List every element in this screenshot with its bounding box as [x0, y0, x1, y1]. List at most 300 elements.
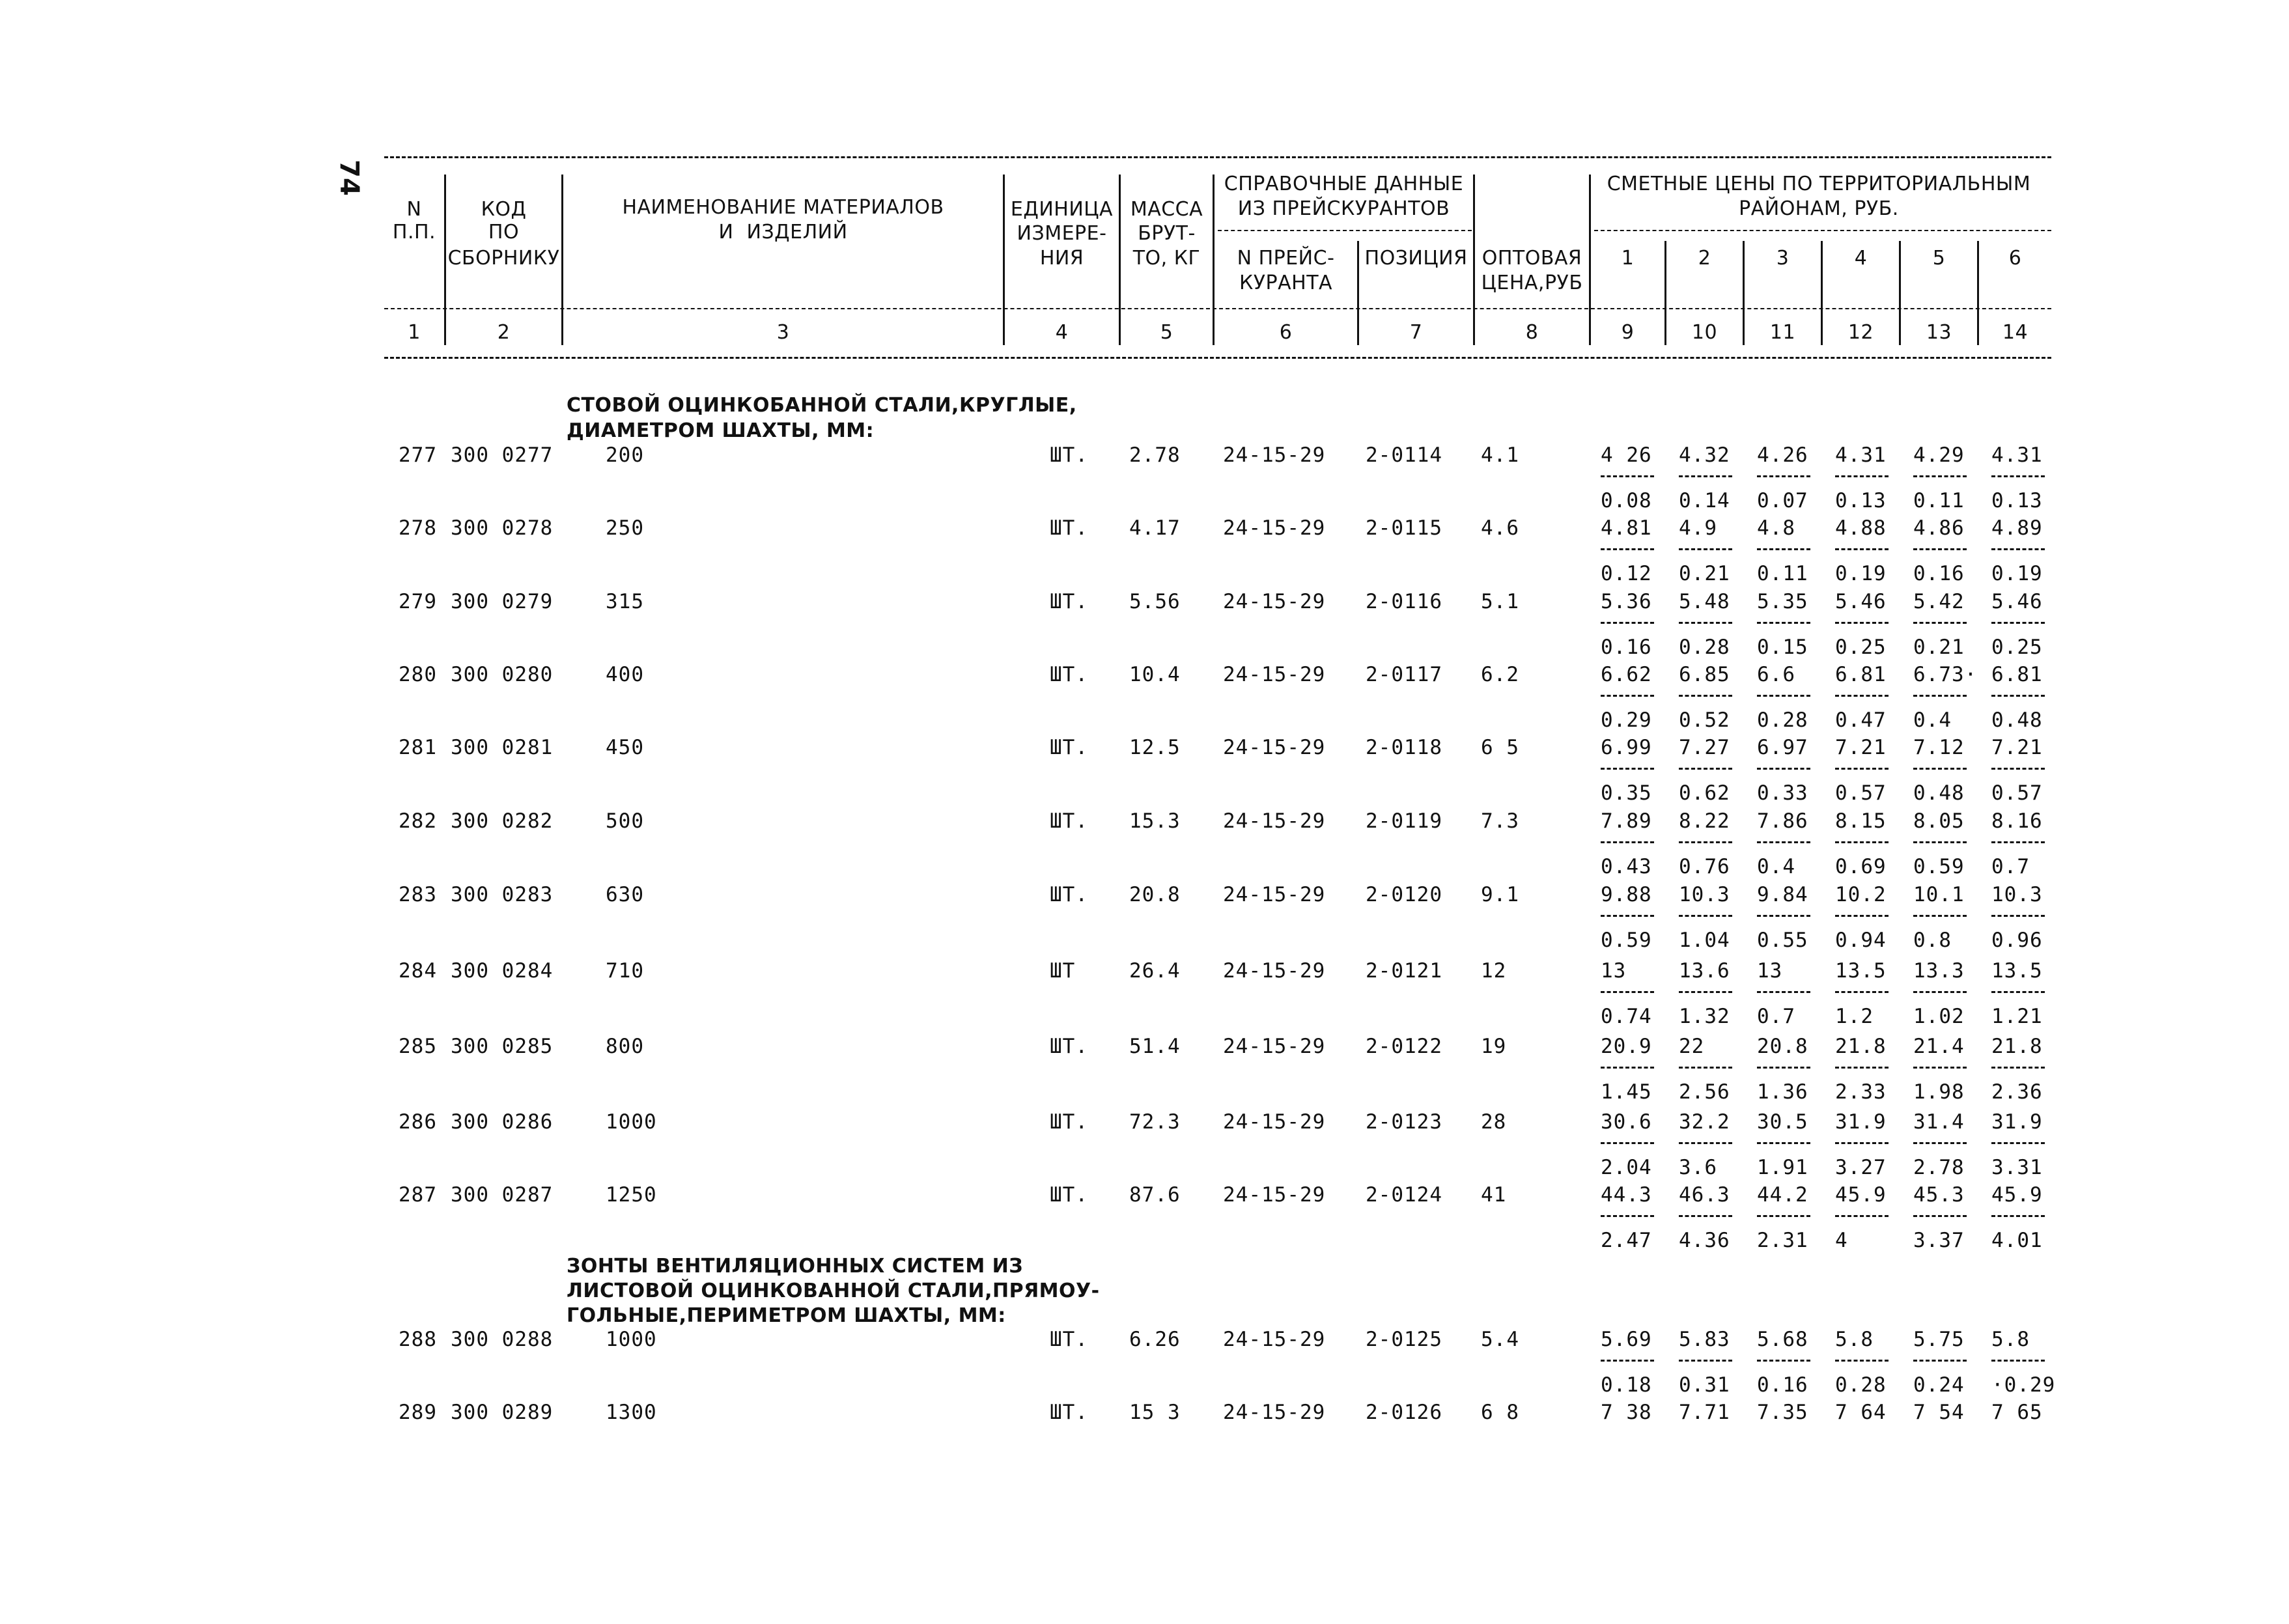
row-mass: 87.6: [1129, 1183, 1181, 1207]
col-number: 11: [1769, 321, 1796, 344]
row-region-subvalue: 3.37: [1913, 1229, 1965, 1252]
row-code: 300 0288: [451, 1328, 554, 1351]
row-region-price: 6.99: [1601, 736, 1652, 759]
row-unit: ШТ.: [1050, 736, 1088, 759]
row-region-subvalue: 0.43: [1601, 855, 1652, 878]
row-unit: ШТ.: [1050, 1328, 1088, 1351]
price-divider: [1835, 841, 1889, 843]
price-divider: [1913, 915, 1967, 917]
price-divider: [1601, 991, 1654, 993]
price-divider: [1679, 1360, 1732, 1362]
row-region-price: 5.83: [1679, 1328, 1730, 1351]
header-col2-line1: КОД: [481, 198, 527, 221]
row-region-price: 5.36: [1601, 590, 1652, 613]
price-divider: [1679, 768, 1732, 770]
row-region-price: 30.6: [1601, 1110, 1652, 1134]
price-divider: [1835, 695, 1889, 697]
row-region-subvalue: 0.76: [1679, 855, 1730, 878]
header-top-rule: [384, 156, 2051, 158]
row-number: 278: [399, 516, 437, 540]
row-region-subvalue: 3.27: [1835, 1156, 1887, 1179]
row-region-subvalue: 2.78: [1913, 1156, 1965, 1179]
row-name: 450: [606, 736, 644, 759]
row-position: 2-0122: [1366, 1035, 1442, 1058]
row-mass: 51.4: [1129, 1035, 1181, 1058]
row-position: 2-0116: [1366, 590, 1442, 613]
price-divider: [1991, 1360, 2045, 1362]
row-name: 800: [606, 1035, 644, 1058]
col-number: 12: [1847, 321, 1874, 344]
row-code: 300 0278: [451, 516, 554, 540]
row-unit: ШТ.: [1050, 663, 1088, 686]
price-divider: [1913, 695, 1967, 697]
header-col5-line1: МАССА: [1130, 198, 1203, 221]
row-code: 300 0277: [451, 443, 554, 467]
row-region-price: 21.8: [1835, 1035, 1887, 1058]
row-wholesale-price: 19: [1481, 1035, 1507, 1058]
header-col8-line1: ОПТОВАЯ: [1482, 247, 1582, 270]
row-region-price: 8.22: [1679, 809, 1730, 833]
price-divider: [1913, 1360, 1967, 1362]
row-region-subvalue: 0.48: [1913, 781, 1965, 805]
price-divider: [1835, 991, 1889, 993]
price-divider: [1835, 768, 1889, 770]
row-region-price: 13.3: [1913, 959, 1965, 983]
price-divider: [1913, 1142, 1967, 1144]
row-region-subvalue: 0.08: [1601, 489, 1652, 512]
price-divider: [1757, 841, 1810, 843]
row-number: 283: [399, 883, 437, 906]
row-region-subvalue: 2.56: [1679, 1080, 1730, 1104]
row-number: 284: [399, 959, 437, 983]
row-unit: ШТ.: [1050, 883, 1088, 906]
row-position: 2-0118: [1366, 736, 1442, 759]
row-position: 2-0119: [1366, 809, 1442, 833]
row-region-subvalue: 1.98: [1913, 1080, 1965, 1104]
row-number: 287: [399, 1183, 437, 1207]
row-region-price: 4.31: [1991, 443, 2043, 467]
row-region-subvalue: ·0.29: [1991, 1373, 2056, 1397]
row-region-subvalue: 0.47: [1835, 708, 1887, 732]
price-divider: [1991, 622, 2045, 624]
row-price-list: 24-15-29: [1223, 883, 1326, 906]
row-region-subvalue: 0.57: [1835, 781, 1887, 805]
row-region-price: 46.3: [1679, 1183, 1730, 1207]
row-region-price: 7.35: [1757, 1401, 1808, 1424]
price-divider: [1679, 841, 1732, 843]
row-region-price: 4.9: [1679, 516, 1717, 540]
row-region-subvalue: 0.21: [1913, 636, 1965, 659]
row-region-price: 4.29: [1913, 443, 1965, 467]
price-divider: [1679, 991, 1732, 993]
row-region-price: 6.81: [1991, 663, 2043, 686]
header-region-2: 2: [1698, 247, 1711, 270]
price-divider: [1835, 622, 1889, 624]
row-region-price: 9.88: [1601, 883, 1652, 906]
row-region-price: 5.46: [1991, 590, 2043, 613]
price-divider: [1679, 915, 1732, 917]
price-divider: [1913, 622, 1967, 624]
row-position: 2-0117: [1366, 663, 1442, 686]
row-region-price: 13.6: [1679, 959, 1730, 983]
row-number: 285: [399, 1035, 437, 1058]
row-region-subvalue: 1.2: [1835, 1005, 1874, 1028]
row-position: 2-0123: [1366, 1110, 1442, 1134]
row-price-list: 24-15-29: [1223, 1110, 1326, 1134]
row-region-price: 4.81: [1601, 516, 1652, 540]
row-name: 1000: [606, 1328, 657, 1351]
row-price-list: 24-15-29: [1223, 1401, 1326, 1424]
row-region-price: 20.8: [1757, 1035, 1808, 1058]
price-divider: [1601, 475, 1654, 477]
row-region-subvalue: 0.4: [1913, 708, 1952, 732]
row-unit: ШТ: [1050, 959, 1076, 983]
row-region-subvalue: 0.07: [1757, 489, 1808, 512]
row-region-subvalue: 3.31: [1991, 1156, 2043, 1179]
row-region-subvalue: 0.57: [1991, 781, 2043, 805]
row-region-subvalue: 2.36: [1991, 1080, 2043, 1104]
row-region-price: 9.84: [1757, 883, 1808, 906]
row-region-subvalue: 2.33: [1835, 1080, 1887, 1104]
row-number: 282: [399, 809, 437, 833]
price-divider: [1913, 1215, 1967, 1217]
price-divider: [1913, 991, 1967, 993]
row-price-list: 24-15-29: [1223, 1035, 1326, 1058]
price-divider: [1835, 475, 1889, 477]
row-region-price: 31.9: [1835, 1110, 1887, 1134]
row-wholesale-price: 12: [1481, 959, 1507, 983]
row-number: 281: [399, 736, 437, 759]
row-region-price: 13.5: [1835, 959, 1887, 983]
row-region-price: 4.31: [1835, 443, 1887, 467]
row-code: 300 0282: [451, 809, 554, 833]
row-region-subvalue: 0.35: [1601, 781, 1652, 805]
section-title-line: СТОВОЙ ОЦИНКОБАННОЙ СТАЛИ,КРУГЛЫЕ,: [567, 394, 1077, 417]
row-name: 630: [606, 883, 644, 906]
row-unit: ШТ.: [1050, 443, 1088, 467]
row-region-price: 13.5: [1991, 959, 2043, 983]
row-region-subvalue: 1.04: [1679, 929, 1730, 952]
price-divider: [1835, 548, 1889, 550]
row-wholesale-price: 7.3: [1481, 809, 1519, 833]
row-region-price: 7 54: [1913, 1401, 1965, 1424]
price-divider: [1835, 915, 1889, 917]
header-col6-line2: КУРАНТА: [1239, 272, 1333, 294]
row-position: 2-0125: [1366, 1328, 1442, 1351]
row-region-subvalue: 0.48: [1991, 708, 2043, 732]
row-region-price: 4.89: [1991, 516, 2043, 540]
row-region-price: 21.8: [1991, 1035, 2043, 1058]
price-divider: [1991, 841, 2045, 843]
row-number: 289: [399, 1401, 437, 1424]
row-mass: 72.3: [1129, 1110, 1181, 1134]
row-region-subvalue: 0.16: [1913, 562, 1965, 585]
row-code: 300 0286: [451, 1110, 554, 1134]
row-code: 300 0281: [451, 736, 554, 759]
price-divider: [1757, 1067, 1810, 1069]
row-code: 300 0287: [451, 1183, 554, 1207]
row-region-price: 10.3: [1991, 883, 2043, 906]
row-region-price: 8.15: [1835, 809, 1887, 833]
price-divider: [1601, 622, 1654, 624]
row-code: 300 0283: [451, 883, 554, 906]
row-mass: 4.17: [1129, 516, 1181, 540]
row-region-subvalue: 0.94: [1835, 929, 1887, 952]
price-divider: [1991, 991, 2045, 993]
price-divider: [1913, 1067, 1967, 1069]
row-region-subvalue: 1.32: [1679, 1005, 1730, 1028]
row-name: 1000: [606, 1110, 657, 1134]
row-region-price: 7.89: [1601, 809, 1652, 833]
row-region-price: 6.73·: [1913, 663, 1978, 686]
row-region-price: 6.6: [1757, 663, 1795, 686]
row-region-subvalue: 0.4: [1757, 855, 1795, 878]
row-region-price: 7 65: [1991, 1401, 2043, 1424]
row-region-subvalue: 0.28: [1757, 708, 1808, 732]
row-region-price: 5.35: [1757, 590, 1808, 613]
row-code: 300 0284: [451, 959, 554, 983]
row-region-price: 7.21: [1835, 736, 1887, 759]
row-region-price: 5.75: [1913, 1328, 1965, 1351]
col-number: 5: [1160, 321, 1173, 344]
row-region-price: 22: [1679, 1035, 1705, 1058]
row-region-price: 7 64: [1835, 1401, 1887, 1424]
row-region-subvalue: 0.55: [1757, 929, 1808, 952]
row-wholesale-price: 4.6: [1481, 516, 1519, 540]
row-mass: 5.56: [1129, 590, 1181, 613]
row-name: 400: [606, 663, 644, 686]
price-divider: [1757, 695, 1810, 697]
price-divider: [1601, 548, 1654, 550]
row-region-subvalue: 0.19: [1991, 562, 2043, 585]
row-region-price: 6.85: [1679, 663, 1730, 686]
price-divider: [1679, 548, 1732, 550]
row-region-subvalue: 1.02: [1913, 1005, 1965, 1028]
row-region-price: 6.62: [1601, 663, 1652, 686]
section-title-line: ДИАМЕТРОМ ШАХТЫ, ММ:: [567, 419, 875, 442]
price-divider: [1991, 768, 2045, 770]
row-region-price: 7.27: [1679, 736, 1730, 759]
price-divider: [1757, 915, 1810, 917]
price-divider: [1679, 1215, 1732, 1217]
row-region-price: 7 38: [1601, 1401, 1652, 1424]
row-region-subvalue: 0.29: [1601, 708, 1652, 732]
row-code: 300 0279: [451, 590, 554, 613]
header-col5-line2: БРУТ-: [1138, 222, 1196, 245]
price-divider: [1601, 768, 1654, 770]
row-region-price: 31.9: [1991, 1110, 2043, 1134]
row-region-price: 4 26: [1601, 443, 1652, 467]
row-number: 286: [399, 1110, 437, 1134]
row-mass: 20.8: [1129, 883, 1181, 906]
row-wholesale-price: 4.1: [1481, 443, 1519, 467]
row-mass: 15.3: [1129, 809, 1181, 833]
row-name: 500: [606, 809, 644, 833]
price-divider: [1757, 622, 1810, 624]
row-region-price: 13: [1601, 959, 1627, 983]
price-divider: [1601, 695, 1654, 697]
row-unit: ШТ.: [1050, 1035, 1088, 1058]
row-region-subvalue: 0.19: [1835, 562, 1887, 585]
price-divider: [1835, 1360, 1889, 1362]
col-number: 3: [776, 321, 790, 344]
row-name: 710: [606, 959, 644, 983]
row-region-subvalue: 0.28: [1679, 636, 1730, 659]
col-number: 4: [1055, 321, 1069, 344]
row-unit: ШТ.: [1050, 1110, 1088, 1134]
row-price-list: 24-15-29: [1223, 443, 1326, 467]
price-divider: [1835, 1215, 1889, 1217]
price-divider: [1835, 1067, 1889, 1069]
header-bottom-rule: [384, 357, 2051, 359]
price-divider: [1991, 1215, 2045, 1217]
row-region-subvalue: 0.25: [1991, 636, 2043, 659]
row-price-list: 24-15-29: [1223, 959, 1326, 983]
row-region-subvalue: 0.31: [1679, 1373, 1730, 1397]
header-region-5: 5: [1932, 247, 1946, 270]
row-unit: ШТ.: [1050, 809, 1088, 833]
row-region-price: 7.12: [1913, 736, 1965, 759]
header-col2-line2: ПО: [488, 221, 520, 244]
row-name: 315: [606, 590, 644, 613]
col-number: 7: [1409, 321, 1423, 344]
price-divider: [1991, 475, 2045, 477]
price-divider: [1757, 475, 1810, 477]
row-code: 300 0289: [451, 1401, 554, 1424]
row-region-price: 31.4: [1913, 1110, 1965, 1134]
price-divider: [1601, 1067, 1654, 1069]
price-divider: [1679, 1142, 1732, 1144]
row-region-subvalue: 0.12: [1601, 562, 1652, 585]
row-code: 300 0285: [451, 1035, 554, 1058]
row-number: 277: [399, 443, 437, 467]
row-wholesale-price: 9.1: [1481, 883, 1519, 906]
row-region-subvalue: 2.04: [1601, 1156, 1652, 1179]
row-region-price: 8.16: [1991, 809, 2043, 833]
row-position: 2-0126: [1366, 1401, 1442, 1424]
row-number: 279: [399, 590, 437, 613]
header-ref-group-line2: ИЗ ПРЕЙСКУРАНТОВ: [1237, 197, 1450, 220]
row-region-price: 10.2: [1835, 883, 1887, 906]
row-region-price: 8.05: [1913, 809, 1965, 833]
price-divider: [1601, 1142, 1654, 1144]
row-region-price: 4.8: [1757, 516, 1795, 540]
row-region-price: 44.3: [1601, 1183, 1652, 1207]
section-title-line: ГОЛЬНЫЕ,ПЕРИМЕТРОМ ШАХТЫ, ММ:: [567, 1304, 1006, 1327]
row-region-subvalue: 1.91: [1757, 1156, 1808, 1179]
row-unit: ШТ.: [1050, 590, 1088, 613]
row-region-subvalue: 0.24: [1913, 1373, 1965, 1397]
row-region-subvalue: 1.36: [1757, 1080, 1808, 1104]
row-region-subvalue: 0.21: [1679, 562, 1730, 585]
col-number: 10: [1691, 321, 1718, 344]
header-col4-line3: НИЯ: [1039, 247, 1084, 270]
row-wholesale-price: 5.1: [1481, 590, 1519, 613]
row-wholesale-price: 6.2: [1481, 663, 1519, 686]
row-price-list: 24-15-29: [1223, 590, 1326, 613]
row-region-subvalue: 0.7: [1757, 1005, 1795, 1028]
price-divider: [1991, 1067, 2045, 1069]
price-divider: [1991, 548, 2045, 550]
price-divider: [1835, 1142, 1889, 1144]
header-col4-line2: ИЗМЕРЕ-: [1017, 222, 1107, 245]
row-mass: 10.4: [1129, 663, 1181, 686]
header-col7-line1: ПОЗИЦИЯ: [1364, 247, 1468, 270]
price-divider: [1991, 915, 2045, 917]
row-wholesale-price: 6 8: [1481, 1401, 1519, 1424]
ref-group-rule: [1218, 230, 1472, 231]
price-divider: [1679, 1067, 1732, 1069]
header-col4-line1: ЕДИНИЦА: [1010, 198, 1114, 221]
price-divider: [1679, 622, 1732, 624]
header-col6-line1: N ПРЕЙС-: [1237, 247, 1335, 270]
row-region-subvalue: 0.25: [1835, 636, 1887, 659]
row-mass: 15 3: [1129, 1401, 1181, 1424]
row-region-subvalue: 0.33: [1757, 781, 1808, 805]
row-position: 2-0121: [1366, 959, 1442, 983]
row-region-price: 13: [1757, 959, 1783, 983]
row-name: 250: [606, 516, 644, 540]
row-region-subvalue: 0.62: [1679, 781, 1730, 805]
row-region-subvalue: 0.59: [1601, 929, 1652, 952]
row-price-list: 24-15-29: [1223, 736, 1326, 759]
header-region-4: 4: [1854, 247, 1868, 270]
row-price-list: 24-15-29: [1223, 516, 1326, 540]
row-region-subvalue: 0.11: [1913, 489, 1965, 512]
row-region-subvalue: 3.6: [1679, 1156, 1717, 1179]
row-region-subvalue: 0.74: [1601, 1005, 1652, 1028]
row-code: 300 0280: [451, 663, 554, 686]
price-divider: [1913, 548, 1967, 550]
row-region-price: 4.26: [1757, 443, 1808, 467]
row-region-price: 5.8: [1991, 1328, 2030, 1351]
row-price-list: 24-15-29: [1223, 809, 1326, 833]
row-price-list: 24-15-29: [1223, 663, 1326, 686]
row-region-price: 20.9: [1601, 1035, 1652, 1058]
row-region-subvalue: 0.69: [1835, 855, 1887, 878]
row-region-price: 7.21: [1991, 736, 2043, 759]
row-region-subvalue: 0.52: [1679, 708, 1730, 732]
row-region-subvalue: 0.16: [1757, 1373, 1808, 1397]
price-divider: [1991, 1142, 2045, 1144]
row-name: 200: [606, 443, 644, 467]
price-group-rule: [1594, 230, 2051, 231]
header-col2-line3: СБОРНИКУ: [447, 247, 560, 270]
header-col3-line1: НАИМЕНОВАНИЕ МАТЕРИАЛОВ: [622, 196, 944, 219]
header-price-group-line2: РАЙОНАМ, РУБ.: [1739, 197, 1899, 220]
row-region-subvalue: 0.8: [1913, 929, 1952, 952]
row-region-subvalue: 2.31: [1757, 1229, 1808, 1252]
header-region-6: 6: [2008, 247, 2022, 270]
row-region-price: 5.68: [1757, 1328, 1808, 1351]
row-region-subvalue: 2.47: [1601, 1229, 1652, 1252]
header-sub-rule: [384, 308, 2051, 309]
row-name: 1250: [606, 1183, 657, 1207]
row-region-subvalue: 0.15: [1757, 636, 1808, 659]
col-number: 14: [2002, 321, 2029, 344]
price-divider: [1601, 915, 1654, 917]
row-region-price: 5.48: [1679, 590, 1730, 613]
col-number: 13: [1926, 321, 1952, 344]
price-divider: [1601, 1360, 1654, 1362]
price-divider: [1757, 1142, 1810, 1144]
col-number: 1: [408, 321, 421, 344]
row-region-price: 4.86: [1913, 516, 1965, 540]
row-region-subvalue: 0.7: [1991, 855, 2030, 878]
price-divider: [1757, 548, 1810, 550]
row-region-subvalue: 4.36: [1679, 1229, 1730, 1252]
price-divider: [1601, 1215, 1654, 1217]
